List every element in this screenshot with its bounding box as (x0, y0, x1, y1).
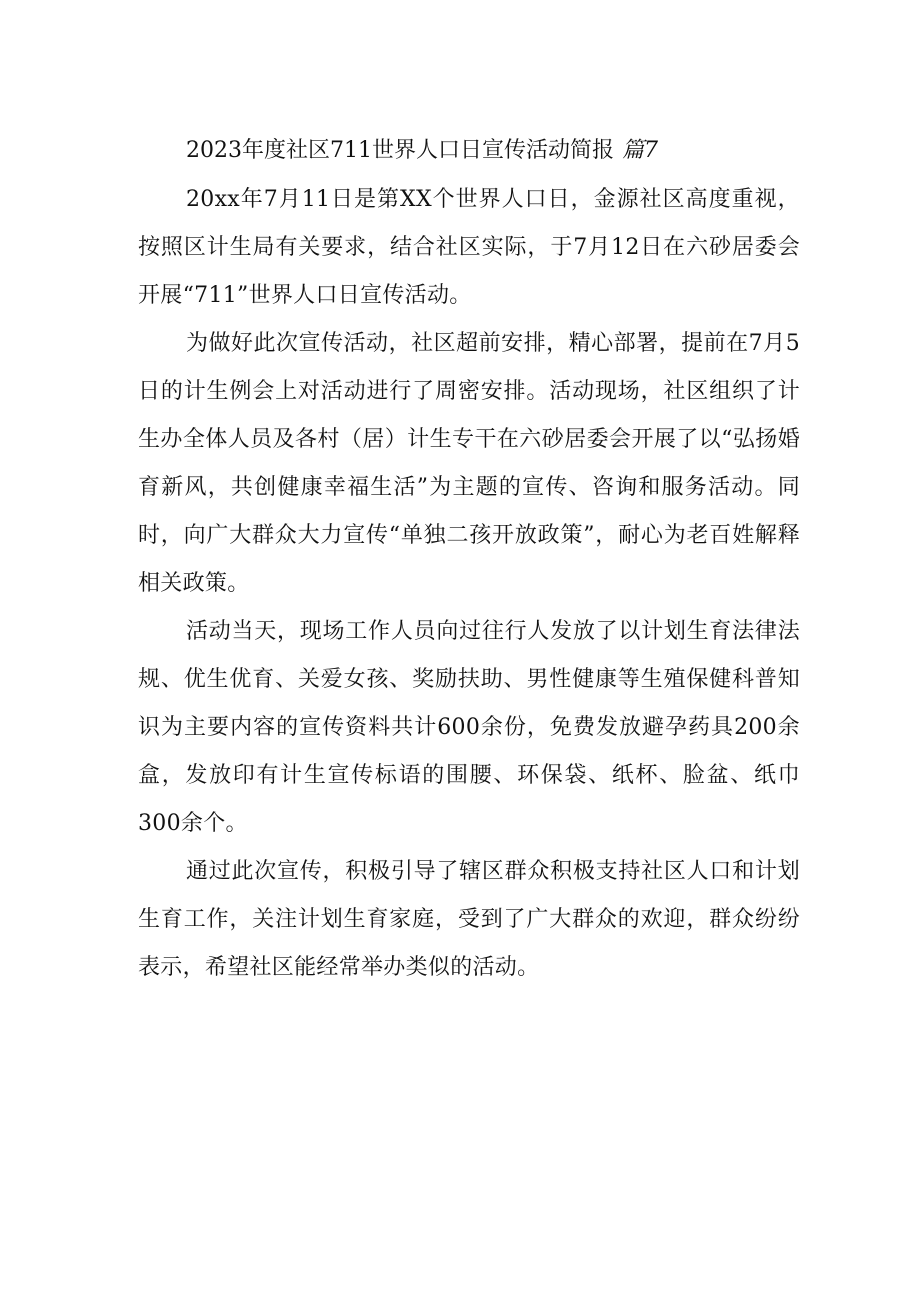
paragraph-3: 活动当天，现场工作人员向过往行人发放了以计划生育法律法规、优生优育、关爱女孩、奖励扶助、男性健康等生殖保健科普知识为主要内容的宣传资料共计600余份，免费发放避孕药具200余盒，发放印有计生宣传标语的围腰、环保袋、纸杯、脸盆、纸巾300余个。 (138, 619, 800, 836)
document-title (186, 136, 658, 166)
paragraph-1: 20xx年7月11日是第XX个世界人口日，金源社区高度重视，按照区计生局有关要求，结合社区实际，于7月12日在六砂居委会开展“711”世界人口日宣传活动。 (138, 187, 800, 308)
title-tag: 篇7 (621, 138, 658, 163)
paragraph-4: 通过此次宣传，积极引导了辖区群众积极支持社区人口和计划生育工作，关注计划生育家庭，受到了广大群众的欢迎，群众纷纷表示，希望社区能经常举办类似的活动。 (138, 859, 800, 980)
paragraph-2: 为做好此次宣传活动，社区超前安排，精心部署，提前在7月5日的计生例会上对活动进行了周密安排。活动现场，社区组织了计生办全体人员及各村（居）计生专干在六砂居委会开展了以“弘扬婚育新风，共创健康幸福生活”为主题的宣传、咨询和服务活动。同时，向广大群众大力宣传“单独二孩开放政策”，耐心为老百姓解释相关政策。 (138, 331, 800, 596)
title-text: 2023年度社区711世界人口日宣传活动简报 (186, 138, 614, 163)
